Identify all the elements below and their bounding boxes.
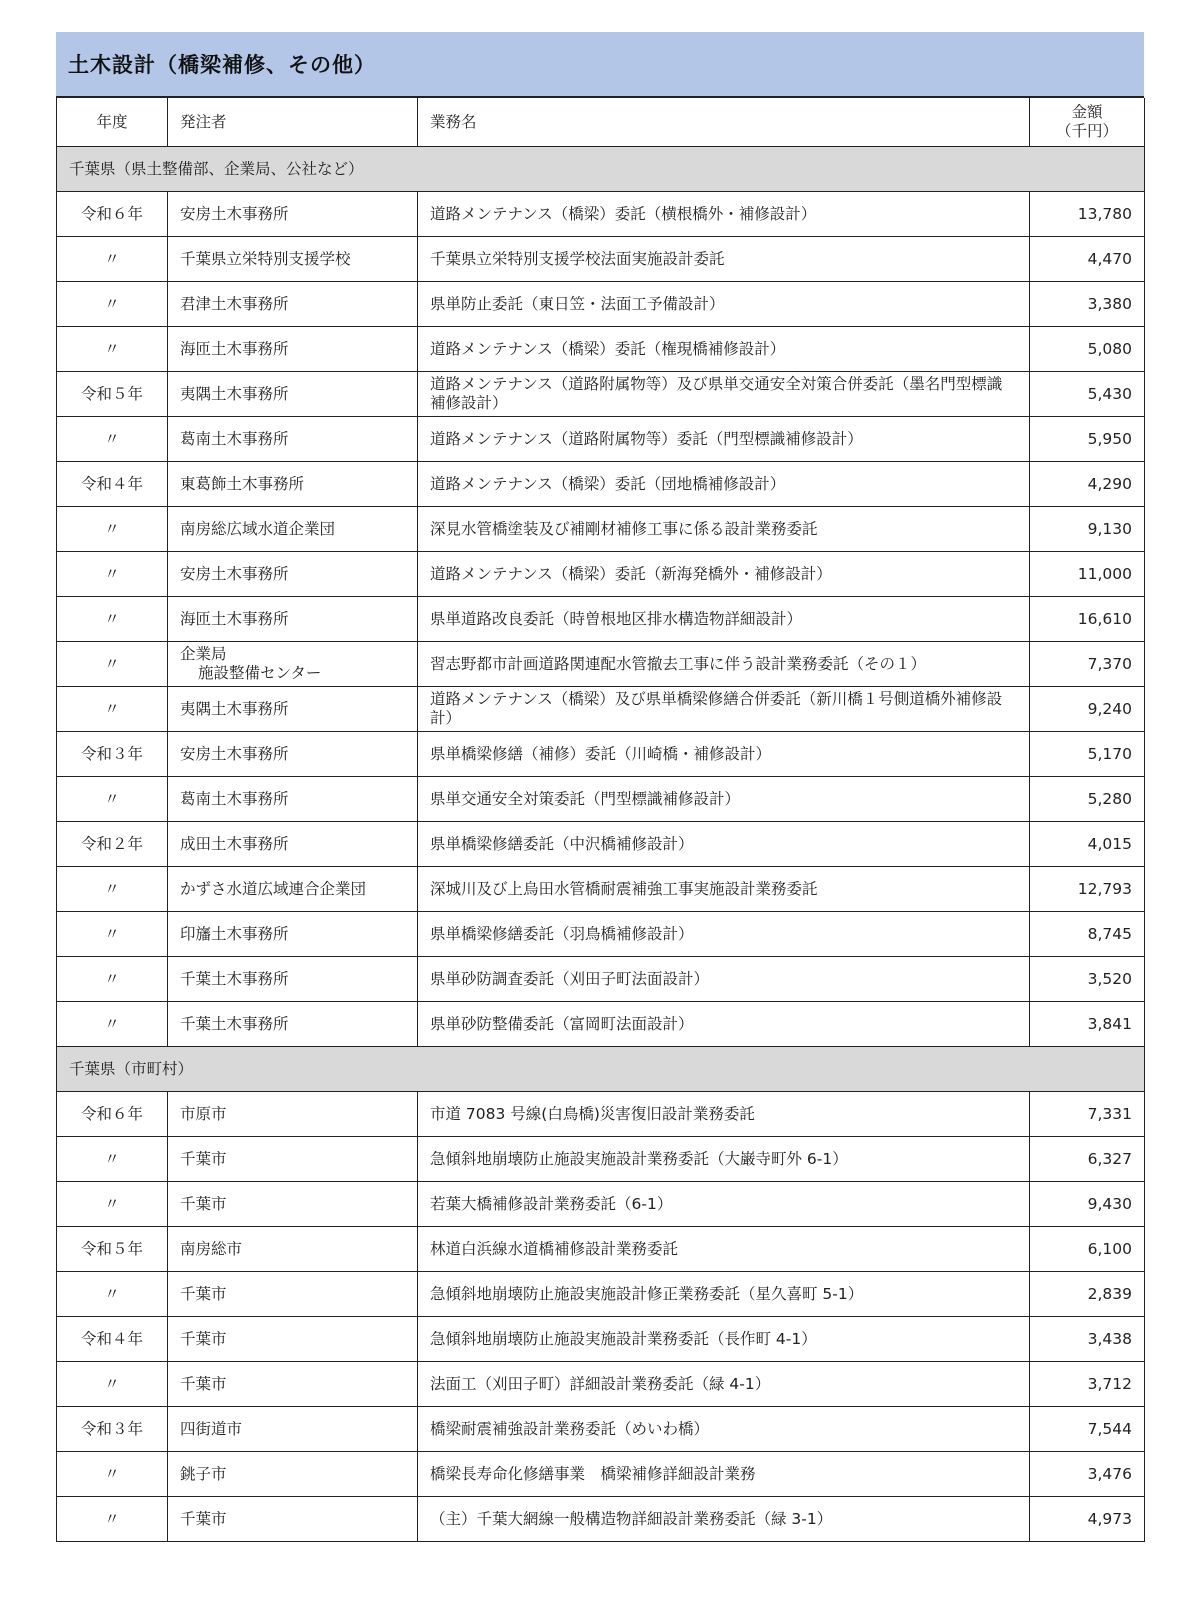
amount-cell: 9,240 [1030,687,1145,732]
year-cell: 〃 [57,507,168,552]
table-row [57,282,1145,327]
task-cell: 道路メンテナンス（道路附属物等）委託（門型標識補修設計） [418,417,1030,462]
header-amount-line2: （千円） [1055,122,1118,140]
issuer-cell: 南房総広域水道企業団 [168,507,418,552]
issuer-cell: 葛南土木事務所 [168,777,418,822]
task-cell: 道路メンテナンス（橋梁）委託（団地橋補修設計） [418,462,1030,507]
task-cell: 道路メンテナンス（橋梁）委託（権現橋補修設計） [418,327,1030,372]
table-row [57,642,1145,687]
amount-cell: 3,476 [1030,1452,1145,1497]
issuer-cell: 海匝土木事務所 [168,327,418,372]
issuer-cell: 千葉市 [168,1272,418,1317]
amount-cell: 4,290 [1030,462,1145,507]
table-row [57,597,1145,642]
year-cell: 〃 [57,957,168,1002]
task-cell: 県単交通安全対策委託（門型標識補修設計） [418,777,1030,822]
table-row [57,1317,1145,1362]
table-row [57,192,1145,237]
table-row [57,1092,1145,1137]
year-cell: 〃 [57,237,168,282]
issuer-cell: 夷隅土木事務所 [168,687,418,732]
issuer-cell: 東葛飾土木事務所 [168,462,418,507]
amount-cell: 2,839 [1030,1272,1145,1317]
amount-cell: 5,430 [1030,372,1145,417]
issuer-cell: 安房土木事務所 [168,732,418,777]
table-row [57,1137,1145,1182]
table-row [57,327,1145,372]
task-cell: 千葉県立栄特別支援学校法面実施設計委託 [418,237,1030,282]
year-cell: 〃 [57,777,168,822]
table-row [57,1452,1145,1497]
issuer-cell: 葛南土木事務所 [168,417,418,462]
year-cell: 令和４年 [57,1317,168,1362]
year-cell: 〃 [57,687,168,732]
amount-cell: 3,438 [1030,1317,1145,1362]
task-cell: 県単橋梁修繕委託（中沢橋補修設計） [418,822,1030,867]
year-cell: 〃 [57,1497,168,1542]
year-cell: 〃 [57,1452,168,1497]
year-cell: 令和６年 [57,1092,168,1137]
task-cell: 道路メンテナンス（道路附属物等）及び県単交通安全対策合併委託（墨名門型標識補修設計） [418,372,1030,417]
issuer-cell: 印旛土木事務所 [168,912,418,957]
amount-cell: 5,950 [1030,417,1145,462]
amount-cell: 3,841 [1030,1002,1145,1047]
amount-cell: 13,780 [1030,192,1145,237]
task-cell: 林道白浜線水道橋補修設計業務委託 [418,1227,1030,1272]
table-row [57,732,1145,777]
issuer-cell: 海匝土木事務所 [168,597,418,642]
section-label: 千葉県（市町村） [57,1047,1145,1092]
amount-cell: 4,015 [1030,822,1145,867]
issuer-cell: 市原市 [168,1092,418,1137]
year-cell: 〃 [57,1362,168,1407]
table-row [57,912,1145,957]
year-cell: 令和６年 [57,192,168,237]
year-cell: 〃 [57,867,168,912]
header-row [57,98,1145,147]
table-row [57,552,1145,597]
year-cell: 〃 [57,1272,168,1317]
issuer-cell: 夷隅土木事務所 [168,372,418,417]
amount-cell: 4,470 [1030,237,1145,282]
amount-cell: 6,100 [1030,1227,1145,1272]
table-row [57,687,1145,732]
task-cell: 道路メンテナンス（橋梁）及び県単橋梁修繕合併委託（新川橋１号側道橋外補修設計） [418,687,1030,732]
issuer-cell: かずさ水道広域連合企業団 [168,867,418,912]
task-cell: 県単橋梁修繕委託（羽鳥橋補修設計） [418,912,1030,957]
issuer-cell: 千葉市 [168,1362,418,1407]
amount-cell: 7,544 [1030,1407,1145,1452]
amount-cell: 16,610 [1030,597,1145,642]
year-cell: 令和２年 [57,822,168,867]
issuer-cell: 千葉市 [168,1137,418,1182]
table-row [57,1002,1145,1047]
table-row [57,417,1145,462]
task-cell: 道路メンテナンス（橋梁）委託（新海発橋外・補修設計） [418,552,1030,597]
table-row [57,1497,1145,1542]
amount-cell: 7,331 [1030,1092,1145,1137]
year-cell: 〃 [57,327,168,372]
issuer-cell: 千葉市 [168,1317,418,1362]
issuer-cell: 安房土木事務所 [168,552,418,597]
issuer-cell: 南房総市 [168,1227,418,1272]
task-cell: 県単道路改良委託（時曽根地区排水構造物詳細設計） [418,597,1030,642]
section-row [57,1047,1145,1092]
table-row [57,372,1145,417]
year-cell: 令和３年 [57,1407,168,1452]
amount-cell: 3,712 [1030,1362,1145,1407]
task-cell: 市道 7083 号線(白鳥橋)災害復旧設計業務委託 [418,1092,1030,1137]
works-table [56,98,1145,1542]
issuer-cell: 千葉土木事務所 [168,957,418,1002]
table-row [57,777,1145,822]
amount-cell: 6,327 [1030,1137,1145,1182]
page-title: 土木設計（橋梁補修、その他） [68,53,376,77]
issuer-cell: 千葉市 [168,1497,418,1542]
year-cell: 〃 [57,282,168,327]
issuer-cell: 千葉県立栄特別支援学校 [168,237,418,282]
task-cell: 県単防止委託（東日笠・法面工予備設計） [418,282,1030,327]
year-cell: 令和３年 [57,732,168,777]
works-table-body [57,98,1145,1542]
table-row [57,1362,1145,1407]
task-cell: 急傾斜地崩壊防止施設実施設計修正業務委託（星久喜町 5-1） [418,1272,1030,1317]
table-row [57,237,1145,282]
table-row [57,1272,1145,1317]
issuer-cell: 君津土木事務所 [168,282,418,327]
task-cell: 深城川及び上烏田水管橋耐震補強工事実施設計業務委託 [418,867,1030,912]
task-cell: 急傾斜地崩壊防止施設実施設計業務委託（大巌寺町外 6-1） [418,1137,1030,1182]
year-cell: 〃 [57,552,168,597]
amount-cell: 9,430 [1030,1182,1145,1227]
year-cell: 令和４年 [57,462,168,507]
task-cell: 県単砂防調査委託（刈田子町法面設計） [418,957,1030,1002]
task-cell: 急傾斜地崩壊防止施設実施設計業務委託（長作町 4-1） [418,1317,1030,1362]
header-amount-line1: 金額 [1071,103,1103,121]
issuer-cell: 安房土木事務所 [168,192,418,237]
header-issuer: 発注者 [168,98,418,147]
table-row [57,462,1145,507]
document [56,32,1144,1542]
issuer-cell [168,642,418,687]
year-cell: 〃 [57,912,168,957]
table-row [57,1407,1145,1452]
amount-cell: 3,520 [1030,957,1145,1002]
amount-cell: 5,080 [1030,327,1145,372]
table-row [57,957,1145,1002]
section-label: 千葉県（県土整備部、企業局、公社など） [57,147,1145,192]
issuer-cell: 銚子市 [168,1452,418,1497]
task-cell: 橋梁耐震補強設計業務委託（めいわ橋） [418,1407,1030,1452]
year-cell: 〃 [57,597,168,642]
table-row [57,822,1145,867]
section-row [57,147,1145,192]
year-cell: 〃 [57,1002,168,1047]
issuer-cell: 成田土木事務所 [168,822,418,867]
task-cell: 若葉大橋補修設計業務委託（6-1） [418,1182,1030,1227]
table-row [57,1227,1145,1272]
issuer-cell: 千葉土木事務所 [168,1002,418,1047]
amount-cell: 11,000 [1030,552,1145,597]
amount-cell: 12,793 [1030,867,1145,912]
header-amount [1030,98,1145,147]
year-cell: 令和５年 [57,1227,168,1272]
year-cell: 〃 [57,417,168,462]
task-cell: 深見水管橋塗装及び補剛材補修工事に係る設計業務委託 [418,507,1030,552]
issuer-subname: 施設整備センター [198,664,322,682]
amount-cell: 3,380 [1030,282,1145,327]
amount-cell: 5,280 [1030,777,1145,822]
header-year: 年度 [57,98,168,147]
amount-cell: 8,745 [1030,912,1145,957]
task-cell: 県単橋梁修繕（補修）委託（川崎橋・補修設計） [418,732,1030,777]
year-cell: 〃 [57,1182,168,1227]
table-row [57,1182,1145,1227]
issuer-cell: 千葉市 [168,1182,418,1227]
amount-cell: 4,973 [1030,1497,1145,1542]
task-cell: 橋梁長寿命化修繕事業 橋梁補修詳細設計業務 [418,1452,1030,1497]
task-cell: 習志野都市計画道路関連配水管撤去工事に伴う設計業務委託（その１） [418,642,1030,687]
table-row [57,867,1145,912]
task-cell: 道路メンテナンス（橋梁）委託（横根橋外・補修設計） [418,192,1030,237]
amount-cell: 9,130 [1030,507,1145,552]
task-cell: 県単砂防整備委託（富岡町法面設計） [418,1002,1030,1047]
amount-cell: 5,170 [1030,732,1145,777]
year-cell: 〃 [57,1137,168,1182]
header-task: 業務名 [418,98,1030,147]
year-cell: 〃 [57,642,168,687]
amount-cell: 7,370 [1030,642,1145,687]
task-cell: （主）千葉大網線一般構造物詳細設計業務委託（緑 3-1） [418,1497,1030,1542]
issuer-cell: 四街道市 [168,1407,418,1452]
title-bar [56,32,1144,98]
issuer-name: 企業局 [180,645,227,663]
task-cell: 法面工（刈田子町）詳細設計業務委託（緑 4-1） [418,1362,1030,1407]
table-row [57,507,1145,552]
year-cell: 令和５年 [57,372,168,417]
